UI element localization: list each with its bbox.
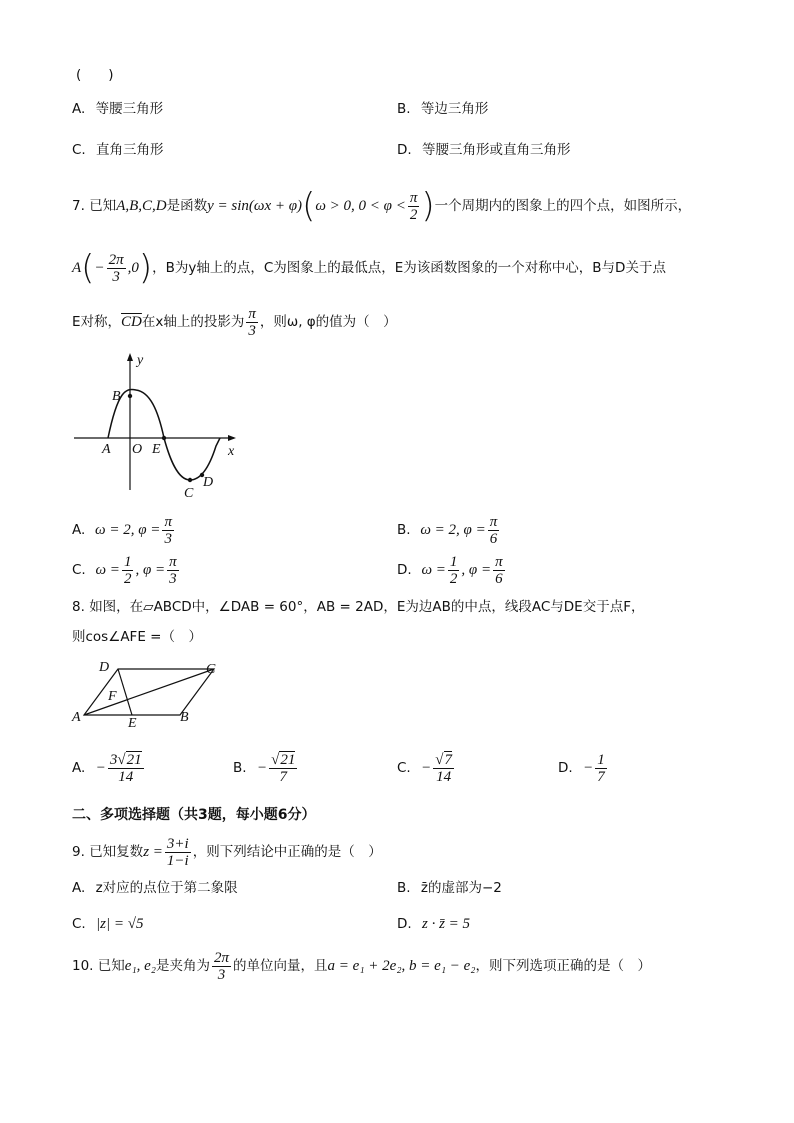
q9-option-c bbox=[72, 915, 143, 933]
label-o: O bbox=[132, 442, 143, 457]
stem-text: 已知 bbox=[97, 958, 125, 974]
denominator: 6 bbox=[489, 531, 498, 548]
segment-de bbox=[118, 669, 132, 715]
numerator: 2π bbox=[108, 251, 124, 268]
point-c-dot bbox=[188, 478, 192, 482]
label-e: E bbox=[152, 442, 161, 457]
radicand: 7 bbox=[444, 751, 453, 768]
numerator: π bbox=[409, 189, 418, 206]
fraction bbox=[493, 554, 505, 587]
minus-sign: − bbox=[257, 760, 268, 776]
option-label: C. bbox=[397, 760, 411, 776]
points-expr: A,B,C,D bbox=[116, 198, 167, 214]
denominator: 7 bbox=[597, 768, 605, 785]
q9-option-b bbox=[397, 879, 502, 897]
denominator: 2 bbox=[409, 206, 418, 223]
option-label: A. bbox=[72, 101, 86, 117]
q6-option-c bbox=[72, 141, 164, 159]
stem-text: 是夹角为 bbox=[156, 958, 211, 974]
fraction bbox=[595, 752, 607, 785]
numerator: 3+i bbox=[166, 835, 189, 852]
vector-exprs: a = e₁ + 2e₂, b = e₁ − e₂ bbox=[327, 958, 476, 974]
question-number: 10. bbox=[72, 958, 94, 974]
numerator: π bbox=[248, 305, 256, 322]
q6-answer-blank: ( ) bbox=[76, 67, 114, 83]
stem-text: 如图，在▱ABCD中，∠DAB = 60°，AB = 2AD，E为边AB的中点，线段AC与DE交于点F， bbox=[89, 599, 645, 615]
sine-curve bbox=[108, 390, 220, 480]
label-b: B bbox=[112, 389, 121, 404]
denominator: 3 bbox=[217, 966, 226, 983]
label-c: C bbox=[184, 486, 194, 500]
denominator: 14 bbox=[118, 768, 134, 785]
fraction: $\frac{√7}{14}$ bbox=[435, 751, 453, 785]
numerator: 1 bbox=[123, 554, 132, 571]
option-label: D. bbox=[397, 562, 412, 578]
option-label: C. bbox=[72, 142, 86, 158]
fraction bbox=[212, 950, 231, 983]
label-f: F bbox=[108, 689, 117, 704]
numerator: π bbox=[489, 514, 498, 531]
minus-sign: − bbox=[95, 760, 106, 776]
q8-stem-line1 bbox=[72, 598, 644, 616]
stem-text: 已知复数 bbox=[89, 844, 144, 860]
stem-text: 则cos∠AFE =（ ） bbox=[72, 629, 202, 645]
fraction bbox=[107, 252, 126, 285]
stem-text: ，B为y轴上的点，C为图象上的最低点，E为该函数图象的一个对称中心，B与D关于点 bbox=[152, 260, 666, 276]
fraction: $\frac{3√21}{14}$ bbox=[109, 751, 142, 785]
stem-text: 的单位向量，且 bbox=[233, 958, 328, 974]
stem-text: ，则下列结论中正确的是（ ） bbox=[192, 844, 382, 860]
option-expr: ω = bbox=[95, 562, 120, 578]
fraction bbox=[167, 554, 179, 587]
fraction: $\frac{√21}{7}$ bbox=[271, 751, 296, 785]
vectors-expr: e₁, e₂ bbox=[124, 958, 157, 974]
label-e: E bbox=[128, 716, 137, 730]
option-label: B. bbox=[233, 760, 247, 776]
option-label: D. bbox=[558, 760, 573, 776]
q7-stem-line1 bbox=[72, 188, 691, 224]
option-label: B. bbox=[397, 101, 411, 117]
denominator: 14 bbox=[436, 768, 452, 785]
fraction bbox=[448, 554, 460, 587]
coordinate: ,0 bbox=[127, 260, 139, 276]
q7-option-a bbox=[72, 512, 176, 548]
q7-option-c bbox=[72, 552, 181, 588]
option-label: A. bbox=[72, 880, 86, 896]
paren-left: ( bbox=[81, 248, 95, 288]
fraction bbox=[408, 190, 420, 223]
point-a: A bbox=[72, 260, 82, 276]
fraction bbox=[122, 554, 134, 587]
option-text: 等边三角形 bbox=[420, 101, 489, 117]
denominator: 3 bbox=[248, 322, 256, 339]
q7-stem-line2 bbox=[72, 250, 666, 286]
denominator: 3 bbox=[169, 571, 177, 588]
option-expr: , φ = bbox=[461, 562, 492, 578]
minus-sign: − bbox=[421, 760, 432, 776]
option-expr: z · z̄ = 5 bbox=[421, 916, 471, 932]
q6-option-b bbox=[397, 100, 488, 118]
option-label: B. bbox=[397, 880, 411, 896]
denominator: 6 bbox=[495, 571, 503, 588]
question-number: 7. bbox=[72, 198, 85, 214]
option-expr: , φ = bbox=[135, 562, 166, 578]
option-label: A. bbox=[72, 522, 86, 538]
option-expr: |z| = √5 bbox=[96, 916, 144, 932]
q6-option-d bbox=[397, 141, 570, 159]
radicand: 21 bbox=[280, 751, 296, 768]
option-text: 直角三角形 bbox=[96, 142, 164, 158]
question-number: 9. bbox=[72, 844, 85, 860]
denominator: 2 bbox=[123, 571, 132, 588]
paren-right: ) bbox=[138, 248, 153, 288]
numerator: π bbox=[169, 554, 177, 571]
denominator: 1−i bbox=[166, 852, 189, 869]
x-axis-arrow-icon bbox=[228, 435, 236, 441]
q8-option-b bbox=[233, 748, 299, 788]
fraction bbox=[488, 514, 500, 547]
z-expr: z = bbox=[143, 844, 163, 860]
q8-option-c bbox=[397, 748, 456, 788]
numerator: 2π bbox=[214, 949, 230, 966]
y-label: y bbox=[137, 353, 144, 368]
x-label: x bbox=[228, 444, 235, 459]
option-text: z对应的点位于第二象限 bbox=[95, 880, 238, 896]
q8-stem-line2 bbox=[72, 628, 202, 646]
stem-text: 已知 bbox=[89, 198, 117, 214]
coefficient: 3 bbox=[109, 751, 118, 768]
denominator: 3 bbox=[112, 268, 120, 285]
q7-option-b bbox=[397, 512, 501, 548]
stem-text: ，则ω, φ的值为（ ） bbox=[259, 314, 397, 330]
option-label: C. bbox=[72, 916, 86, 932]
q6-option-a bbox=[72, 100, 163, 118]
label-d: D bbox=[203, 475, 214, 490]
stem-text: E对称， bbox=[72, 314, 122, 330]
q9-option-d bbox=[397, 915, 470, 933]
stem-text: 一个周期内的图象上的四个点，如图所示， bbox=[434, 198, 692, 214]
denominator: 2 bbox=[449, 571, 458, 588]
option-label: D. bbox=[397, 916, 412, 932]
q7-option-d bbox=[397, 552, 507, 588]
q8-parallelogram-figure bbox=[68, 655, 228, 730]
condition-expr: ω > 0, 0 < φ < bbox=[315, 198, 406, 214]
option-label: A. bbox=[72, 760, 86, 776]
numerator: 1 bbox=[449, 554, 458, 571]
stem-text: 是函数 bbox=[166, 198, 208, 214]
option-expr: ω = 2, φ = bbox=[420, 522, 486, 538]
minus-sign: − bbox=[583, 760, 594, 776]
option-text: 等腰三角形 bbox=[95, 101, 164, 117]
label-c: C bbox=[206, 662, 216, 677]
minus-sign: − bbox=[94, 260, 105, 276]
label-d: D bbox=[99, 660, 110, 675]
paren-right: ) bbox=[421, 186, 435, 226]
denominator: 7 bbox=[279, 768, 287, 785]
segment-ac bbox=[84, 669, 214, 715]
q9-stem bbox=[72, 834, 382, 870]
y-axis-arrow-icon bbox=[127, 353, 133, 361]
function-expr: y = sin(ωx + φ) bbox=[207, 198, 303, 214]
q7-stem-line3 bbox=[72, 304, 397, 340]
paren-left: ( bbox=[302, 186, 316, 226]
option-text: 等腰三角形或直角三角形 bbox=[421, 142, 571, 158]
vector-cd: $\overline{CD}$ bbox=[121, 314, 142, 330]
label-b: B bbox=[180, 710, 189, 725]
fraction bbox=[162, 514, 174, 547]
label-a: A bbox=[102, 442, 111, 457]
radicand: 21 bbox=[126, 751, 142, 768]
option-text: z̄的虚部为−2 bbox=[420, 880, 502, 896]
q8-option-a bbox=[72, 748, 146, 788]
numerator: π bbox=[495, 554, 503, 571]
q8-option-d bbox=[558, 748, 609, 788]
q9-option-a bbox=[72, 879, 238, 897]
option-expr: ω = 2, φ = bbox=[95, 522, 161, 538]
q7-sine-figure bbox=[70, 350, 250, 500]
point-b-dot bbox=[128, 394, 132, 398]
stem-text: 在x轴上的投影为 bbox=[141, 314, 245, 330]
numerator: π bbox=[164, 514, 172, 531]
option-label: B. bbox=[397, 522, 411, 538]
option-label: D. bbox=[397, 142, 412, 158]
question-number: 8. bbox=[72, 599, 85, 615]
denominator: 3 bbox=[164, 531, 172, 548]
q10-stem bbox=[72, 948, 651, 984]
numerator: 1 bbox=[597, 751, 605, 768]
option-label: C. bbox=[72, 562, 86, 578]
section-heading: 二、多项选择题（共3题，每小题6分） bbox=[72, 807, 316, 823]
fraction bbox=[246, 306, 258, 339]
point-e-dot bbox=[162, 436, 166, 440]
fraction bbox=[165, 836, 191, 869]
stem-text: ，则下列选项正确的是（ ） bbox=[475, 958, 652, 974]
label-a: A bbox=[72, 710, 81, 725]
option-expr: ω = bbox=[421, 562, 446, 578]
